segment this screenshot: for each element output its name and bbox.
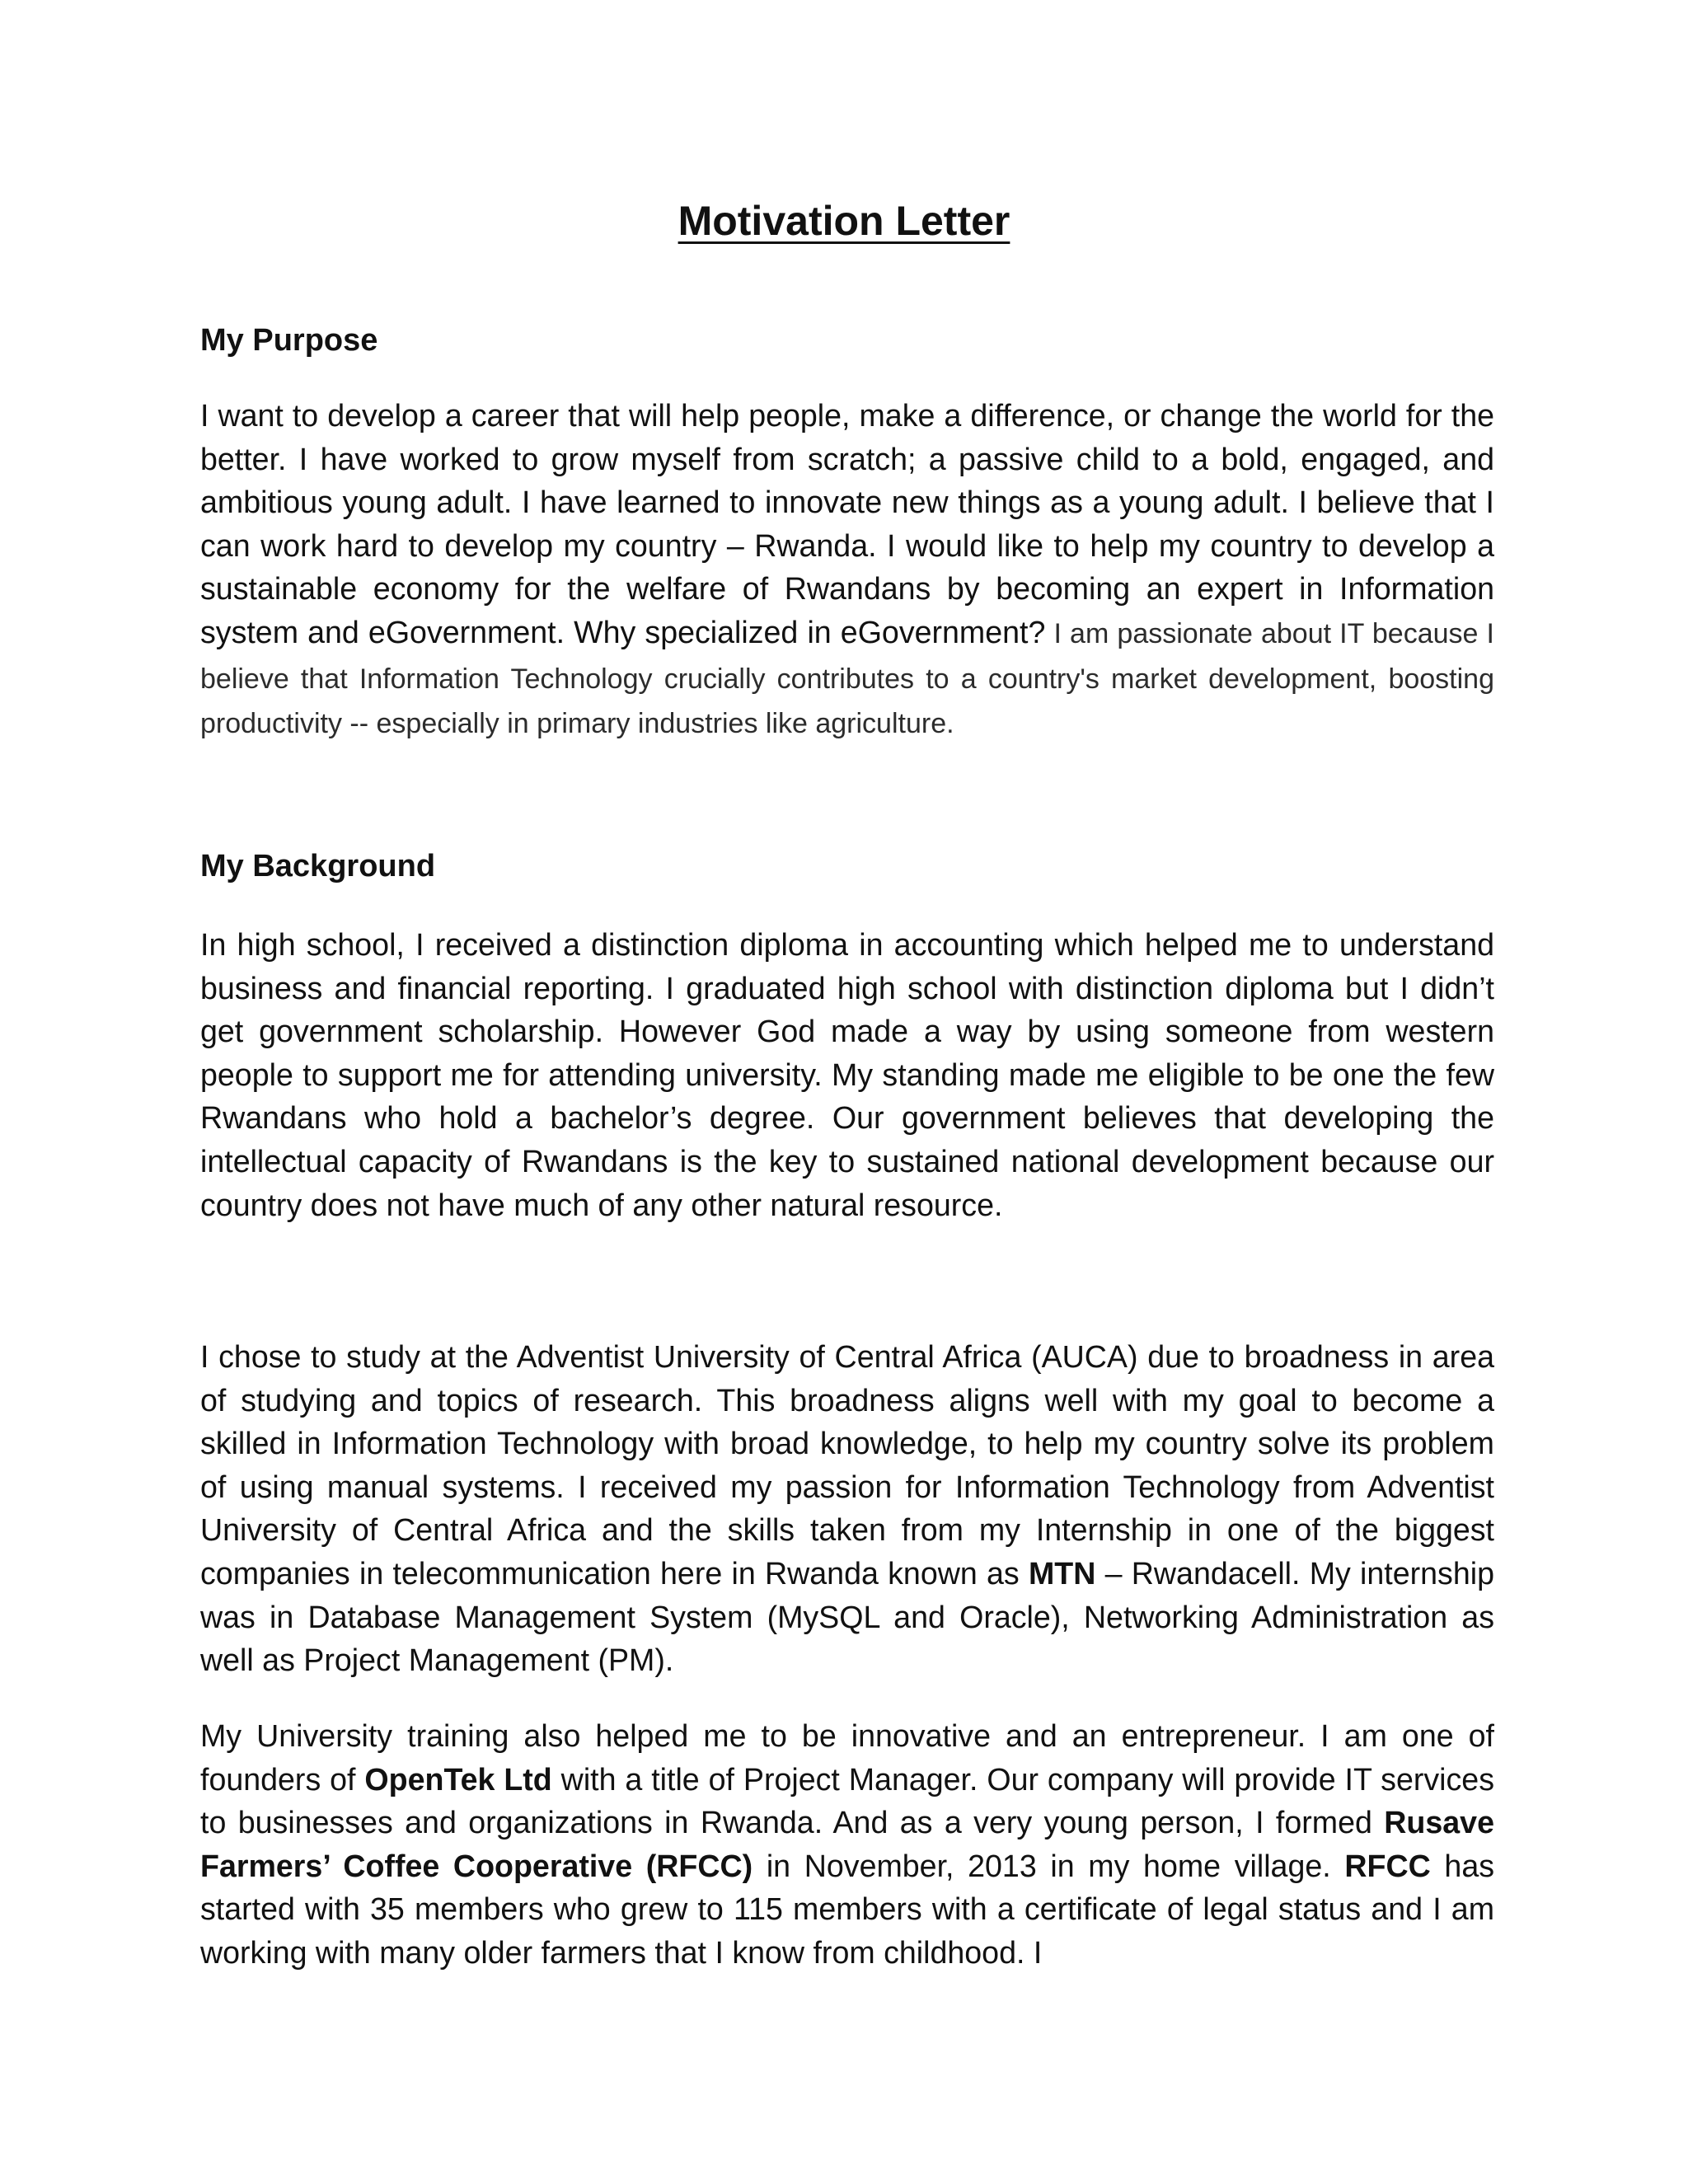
- bg3-text-c: in November, 2013 in my home village.: [753, 1848, 1345, 1883]
- bg3-bold-rfcc-full: Rusave Farmers’ Coffee Cooperative (RFCC): [200, 1805, 1494, 1883]
- bg3-text-a: My University training also helped me to be innovative and an entrepreneur. I am one of founders of: [200, 1718, 1494, 1797]
- background-paragraph-1: In high school, I received a distinction diploma in accounting which helped me to understand business and financial reporting. I graduated high school with distinction diploma but I didn’t get government scholarship. However God made a way by using someone from western people to support me for attending university. My standing made me eligible to be one the few Rwandans who hold a bachelor’s degree. Our government believes that developing the intellectual capacity of Rwandans is the key to sustained national development because our country does not have much of any other natural resource.: [200, 927, 1494, 1222]
- section-heading-background: My Background: [200, 849, 436, 883]
- background-paragraph-2: [200, 1335, 1494, 1682]
- purpose-text-main: I want to develop a career that will help people, make a difference, or change the world for the better. I have worked to grow myself from scratch; a passive child to a bold, engaged, and ambitious young adult. I have learned to innovate new things as a young adult. I believe that I can work hard to develop my country – Rwanda. I would like to help my country to develop a sustainable economy for the welfare of Rwandans by becoming an expert in Information system and eGovernment. Why specialized in eGovernment?: [200, 398, 1494, 649]
- bg2-bold-mtn: MTN: [1028, 1555, 1096, 1591]
- bg3-bold-opentek: OpenTek Ltd: [364, 1761, 552, 1797]
- bg2-text-b: – Rwandacell. My internship was in Database Management System (MySQL and Oracle), Networking Administration as well as Project Management (PM).: [200, 1555, 1494, 1678]
- page-title: Motivation Letter: [678, 198, 1010, 244]
- purpose-text-small: I am passionate about IT because I believe that Information Technology crucially contributes to a country's market development, boosting productivity -- especially in primary industries like agriculture.: [200, 617, 1495, 740]
- bg3-text-d: has started with 35 members who grew to 115 members with a certificate of legal status and I am working with many older farmers that I know from childhood. I: [200, 1848, 1495, 1970]
- purpose-paragraph: [200, 394, 1494, 746]
- bg3-bold-rfcc: RFCC: [1344, 1848, 1431, 1883]
- background-paragraph-3: [200, 1714, 1494, 1975]
- bg3-text-b: with a title of Project Manager. Our company will provide IT services to businesses and organizations in Rwanda. And as a very young person, I formed: [200, 1761, 1494, 1840]
- section-heading-purpose: My Purpose: [200, 323, 378, 358]
- bg2-text-a: I chose to study at the Adventist University of Central Africa (AUCA) due to broadness in area of studying and topics of research. This broadness aligns well with my goal to become a skilled in Information Technology with broad knowledge, to help my country solve its problem of using manual systems. I received my passion for Information Technology from Adventist University of Central Africa and the skills taken from my Internship in one of the biggest companies in telecommunication here in Rwanda known as: [200, 1339, 1494, 1591]
